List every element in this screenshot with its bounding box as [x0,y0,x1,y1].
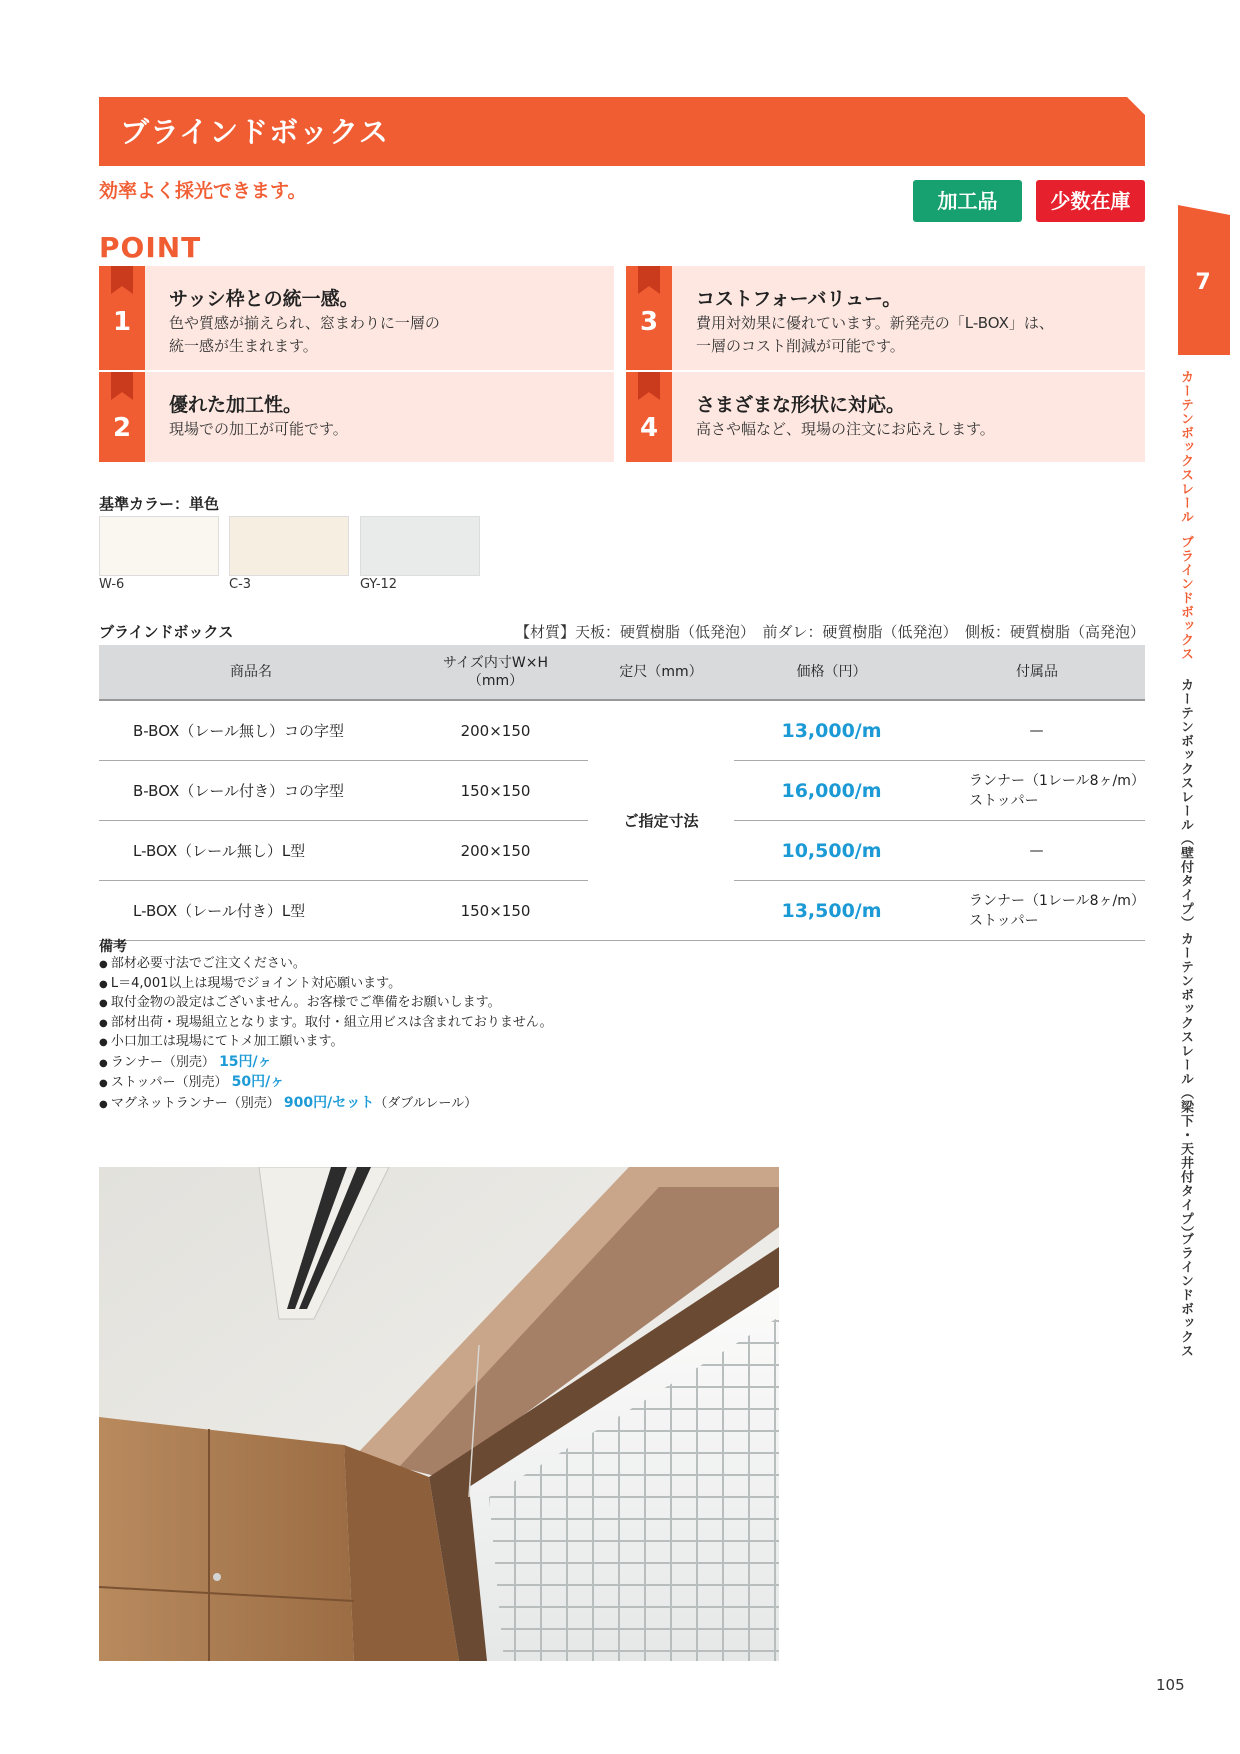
color-swatch-c3 [229,516,349,576]
product-name: L-BOX（レール無し）L型 [99,821,403,881]
notes-list [99,955,799,1114]
option-price: 15円/ヶ [219,1053,272,1070]
note-item-priced [99,1094,799,1115]
colors-label: 基準カラー：単色 [99,495,220,513]
product-photo [99,1167,779,1661]
option-price: 900円/セット [283,1094,375,1111]
point-body: 色や質感が揃えられ、窓まわりに一層の 統一感が生まれます。 [169,314,440,355]
accessory-line1: ランナー（1レール8ヶ/m） [969,772,1145,789]
standard-length: ご指定寸法 [588,700,734,941]
table-row [99,700,1145,761]
option-label: ストッパー（別売） [110,1075,228,1090]
option-label: マグネットランナー（別売） [110,1095,280,1111]
cabinet-knob-icon [213,1573,221,1581]
point-title: コストフォーバリュー。 [696,288,902,310]
point-number: 1 [113,307,132,337]
note-item-priced [99,1073,799,1094]
point-card-1 [99,266,614,370]
page-subtitle: 効率よく採光できます。 [99,180,307,202]
product-price: 10,500/m [734,821,929,881]
note-item: ● L＝4,001以上は現場でジョイント対応願います。 [99,975,799,995]
product-size: 200×150 [403,821,588,881]
size-header-line1: サイズ内寸W×H [443,655,548,671]
point-number: 3 [640,307,659,337]
accessory-line1: ランナー（1レール8ヶ/m） [969,892,1145,909]
accessory-line2: ストッパー [969,912,1039,929]
point-number: 4 [640,413,659,443]
point-body: 費用対効果に優れています。新発売の「L-BOX」は、 一層のコスト削減が可能です。 [696,314,1054,355]
col-header-accessories: 付属品 [929,645,1145,700]
color-swatch-gy12 [360,516,480,576]
product-size: 150×150 [403,761,588,821]
product-name: B-BOX（レール付き）コの字型 [99,761,403,821]
col-header-length: 定尺（mm） [588,645,734,700]
swatch-code: GY-12 [360,577,398,592]
materials-note: 【材質】天板：硬質樹脂（低発泡） 前ダレ：硬質樹脂（低発泡） 側板：硬質樹脂（高発泡） [514,623,1145,641]
product-accessories [929,821,1145,881]
accessory-line1: — [1029,722,1044,739]
table-title: ブラインドボックス [99,623,234,641]
page-title: ブラインドボックス [120,115,389,149]
point-card-3 [626,266,1145,370]
col-header-price: 価格（円） [734,645,929,700]
side-index-item-curtain-box-rail[interactable]: カーテンボックスレール [1178,370,1193,524]
side-index-item-wall-type[interactable]: カーテンボックスレール（壁付タイプ） [1178,678,1193,930]
note-item: ● 取付金物の設定はございません。お客様でご準備をお願いします。 [99,994,799,1014]
point-title: サッシ枠との統一感。 [169,288,359,310]
product-accessories [929,881,1145,941]
point-heading: POINT [99,231,202,264]
product-price: 13,500/m [734,881,929,941]
col-header-name: 商品名 [99,645,403,700]
note-item: ● 小口加工は現場にてトメ加工願います。 [99,1033,799,1053]
side-index-item-blind-box-2[interactable]: ブラインドボックス [1178,1232,1193,1358]
size-header-line2: （mm） [467,673,524,689]
point-card-2 [99,372,614,462]
accessory-line2: ストッパー [969,792,1039,809]
note-item: ● 部材出荷・現場組立となります。取付・組立用ビスは含まれておりません。 [99,1014,799,1034]
page-number: 105 [1156,1676,1185,1694]
chapter-number: 7 [1195,270,1211,295]
side-index-item-ceiling-type[interactable]: カーテンボックスレール（梁下・天井付タイプ） [1178,932,1193,1240]
table-header-row [99,645,1145,700]
notes-label: 備考 [99,939,127,955]
option-label: ランナー（別売） [110,1054,215,1070]
option-price: 50円/ヶ [231,1074,285,1090]
product-photo-illustration [99,1167,779,1661]
point-body: 高さや幅など、現場の注文にお応えします。 [696,420,995,438]
note-item: ● 部材必要寸法でご注文ください。 [99,955,799,975]
side-index-item-blind-box[interactable]: ブラインドボックス [1178,535,1193,661]
processed-badge: 加工品 [913,180,1022,222]
low-stock-badge: 少数在庫 [1036,180,1145,222]
point-body: 現場での加工が可能です。 [169,420,348,438]
col-header-size [403,645,588,700]
product-size: 150×150 [403,881,588,941]
color-swatch-w6 [99,516,219,576]
point-card-4 [626,372,1145,462]
option-suffix: （ダブルレール） [374,1095,478,1111]
product-accessories [929,761,1145,821]
note-item-priced [99,1053,799,1074]
product-size: 200×150 [403,700,588,761]
product-price: 16,000/m [734,761,929,821]
product-price: 13,000/m [734,700,929,761]
product-accessories [929,700,1145,761]
product-name: B-BOX（レール無し）コの字型 [99,700,403,761]
point-title: さまざまな形状に対応。 [696,394,906,416]
point-title: 優れた加工性。 [169,394,303,416]
spec-table [99,645,1145,941]
accessory-line1: — [1029,842,1044,859]
point-number: 2 [113,413,132,443]
swatch-code: W-6 [99,577,125,592]
swatch-code: C-3 [229,577,252,592]
product-name: L-BOX（レール付き）L型 [99,881,403,941]
